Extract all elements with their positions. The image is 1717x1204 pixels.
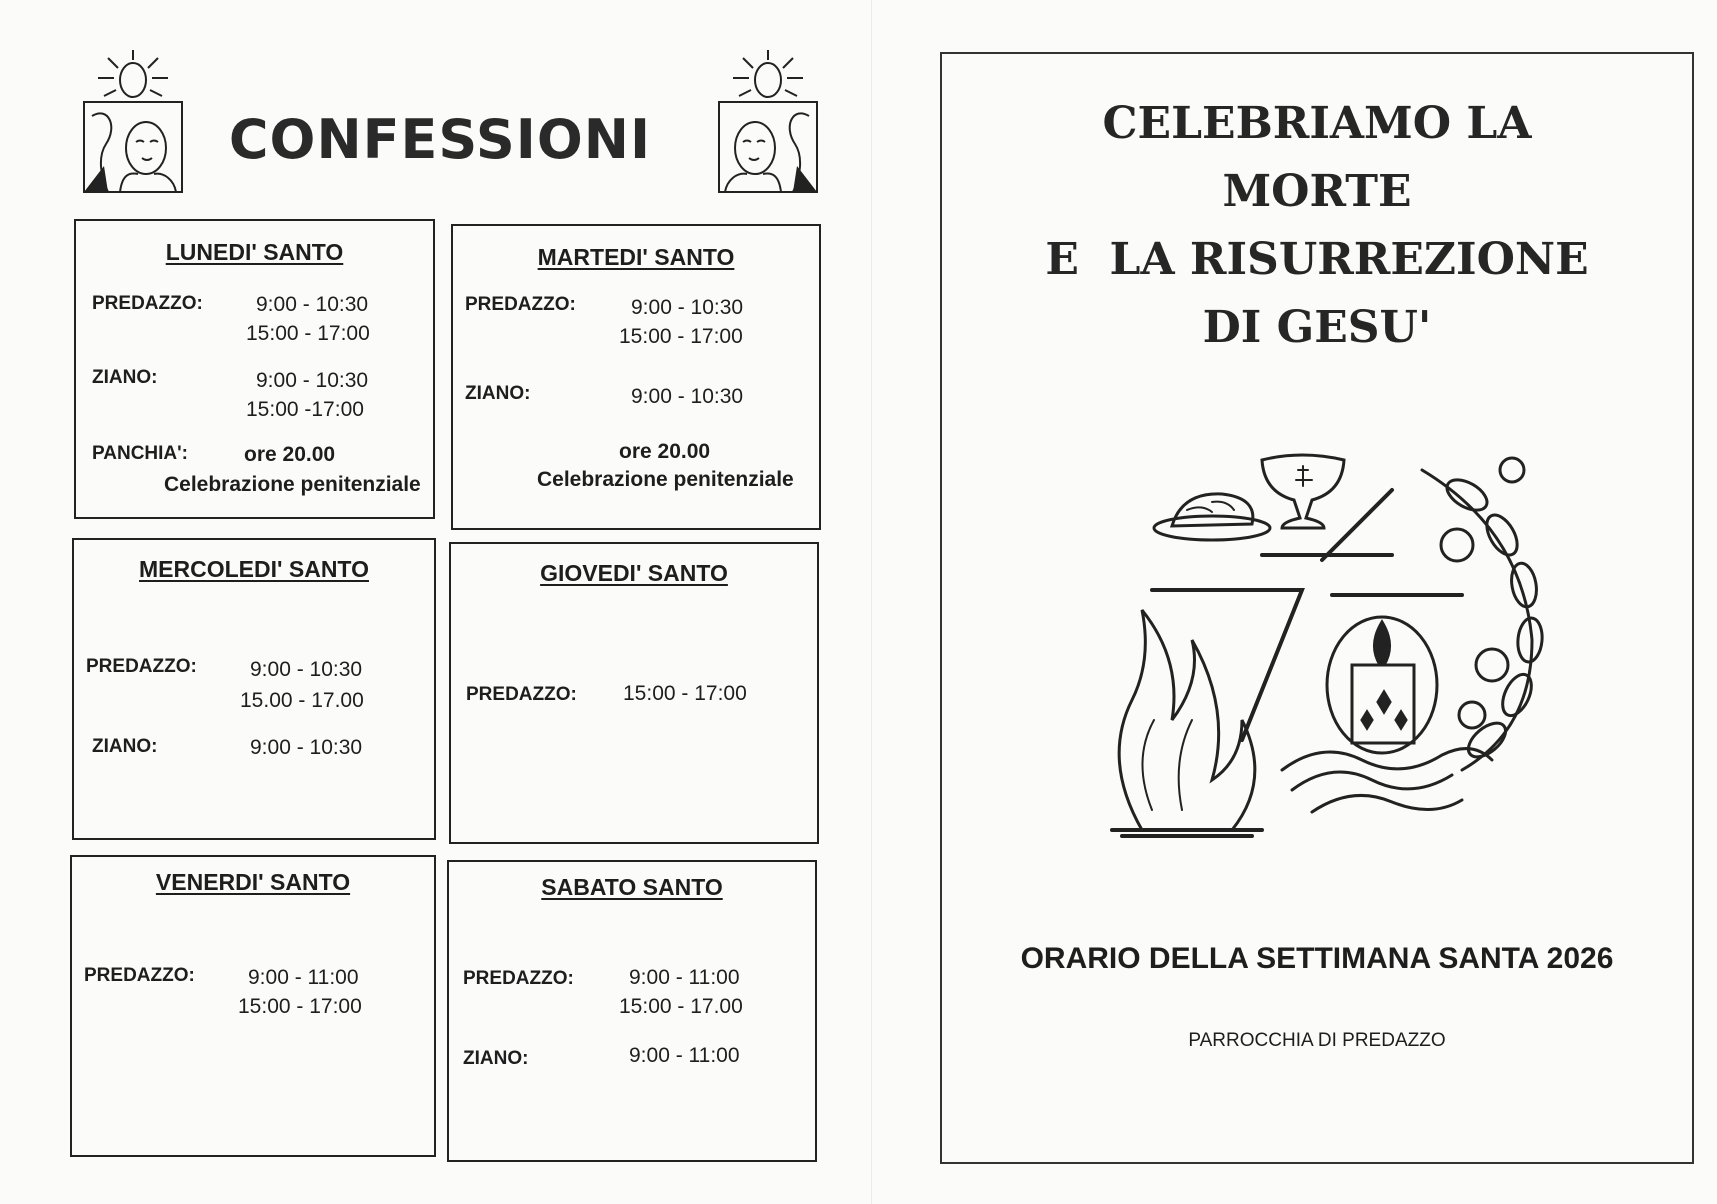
location-label: ZIANO: xyxy=(92,367,158,388)
day-heading: MERCOLEDI' SANTO xyxy=(139,556,369,582)
location-label: PANCHIA': xyxy=(92,443,188,464)
day-box-lunedi xyxy=(74,219,435,519)
time-slot: 9:00 - 11:00 xyxy=(248,966,359,989)
praying-hands-icon xyxy=(78,46,188,196)
day-box-giovedi xyxy=(449,542,819,844)
event-note: Celebrazione penitenziale xyxy=(537,468,794,491)
time-slot: 9:00 - 10:30 xyxy=(256,293,369,316)
cover-title-line: CELEBRIAMO LA xyxy=(1102,98,1532,149)
location-label: ZIANO: xyxy=(465,383,531,404)
location-label: PREDAZZO: xyxy=(92,293,203,314)
time-slot: 15.00 - 17.00 xyxy=(240,689,364,712)
time-slot: ore 20.00 xyxy=(619,440,711,463)
day-heading: SABATO SANTO xyxy=(541,874,723,900)
time-slot: 15:00 - 17:00 xyxy=(238,995,362,1018)
cover-subtitle: ORARIO DELLA SETTIMANA SANTA 2026 xyxy=(1020,942,1614,975)
day-heading: LUNEDI' SANTO xyxy=(165,239,344,265)
time-slot: 9:00 - 10:30 xyxy=(250,736,363,759)
day-box-martedi xyxy=(451,224,821,530)
cover-title-line: MORTE xyxy=(1222,166,1412,217)
location-label: PREDAZZO: xyxy=(465,294,576,315)
event-note: Celebrazione penitenziale xyxy=(164,473,421,496)
location-label: PREDAZZO: xyxy=(463,968,574,989)
location-label: PREDAZZO: xyxy=(84,965,195,986)
time-slot: 9:00 - 11:00 xyxy=(629,966,740,989)
cover-title-line: DI GESU' xyxy=(1202,302,1432,353)
location-label: ZIANO: xyxy=(92,736,158,757)
day-heading: VENERDI' SANTO xyxy=(155,869,351,895)
time-slot: 15:00 - 17:00 xyxy=(246,322,370,345)
day-box-venerdi xyxy=(70,855,436,1157)
time-slot: 15:00 - 17:00 xyxy=(619,325,743,348)
easter-symbols-illustration xyxy=(1062,440,1582,850)
cover-title-line: E LA RISURREZIONE xyxy=(1045,234,1589,285)
location-label: ZIANO: xyxy=(463,1048,529,1069)
easter-art-icon xyxy=(1062,440,1582,850)
time-slot: 9:00 - 10:30 xyxy=(250,658,363,681)
confessioni-title: CONFESSIONI xyxy=(228,108,652,171)
location-label: PREDAZZO: xyxy=(466,684,577,705)
day-box-mercoledi xyxy=(72,538,436,840)
time-slot: 9:00 - 10:30 xyxy=(256,369,369,392)
day-heading: MARTEDI' SANTO xyxy=(537,244,735,270)
time-slot: 15:00 -17:00 xyxy=(246,398,364,421)
time-slot: 15:00 - 17:00 xyxy=(623,682,747,705)
time-slot: ore 20.00 xyxy=(244,443,336,466)
praying-hands-icon xyxy=(713,46,823,196)
cover-title xyxy=(942,90,1692,362)
day-heading: GIOVEDI' SANTO xyxy=(540,560,728,586)
time-slot: 9:00 - 10:30 xyxy=(631,385,744,408)
time-slot: 15:00 - 17.00 xyxy=(619,995,743,1018)
cover-frame xyxy=(940,52,1694,1164)
time-slot: 9:00 - 10:30 xyxy=(631,296,744,319)
time-slot: 9:00 - 11:00 xyxy=(629,1044,740,1067)
location-label: PREDAZZO: xyxy=(86,656,197,677)
parish-name: PARROCCHIA DI PREDAZZO xyxy=(1188,1030,1446,1051)
day-box-sabato xyxy=(447,860,817,1162)
